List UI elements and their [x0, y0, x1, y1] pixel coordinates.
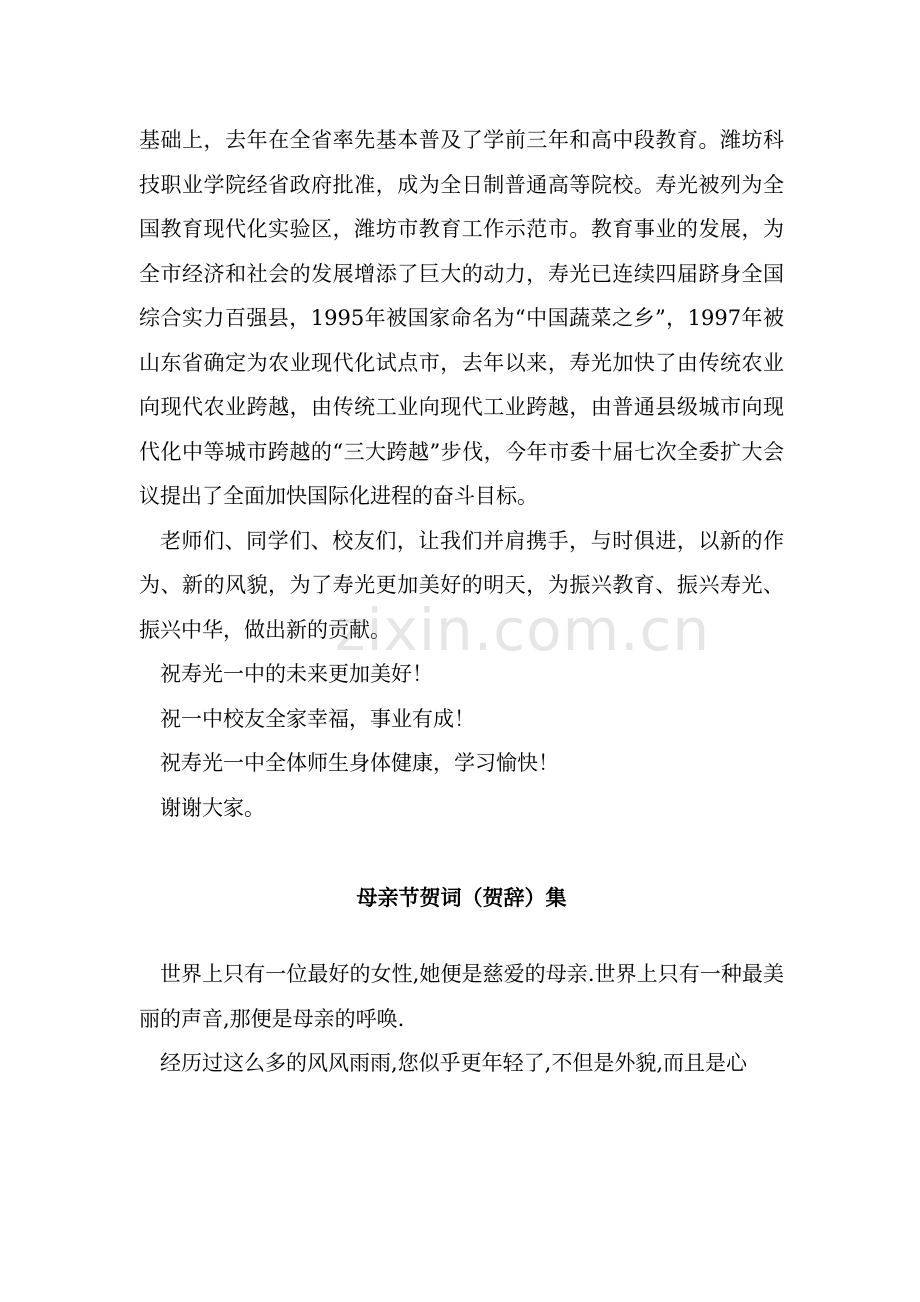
paragraph-thanks: 谢谢大家。 [160, 795, 265, 820]
document-body [139, 118, 784, 1086]
watermark-text: zixin.com.cn [335, 596, 711, 664]
paragraph-wish-alumni: 祝一中校友全家幸福，事业有成！ [160, 706, 475, 731]
paragraph-education-development: 基础上，去年在全省率先基本普及了学前三年和高中段教育。潍坊科技职业学院经省政府批准，成为全日制普通高等院校。寿光被列为全国教育现代化实验区，潍坊市教育工作示范市。教育事业的发展，为全市经济和社会的发展增添了巨大的动力，寿光已连续四届跻身全国综合实力百强县，1995年被国家命名为“中国蔬菜之乡”，1997年被山东省确定为农业现代化试点市，去年以来，寿光加快了由传统农业向现代农业跨越，由传统工业向现代工业跨越，由普通县级城市向现代化中等城市跨越的“三大跨越”步伐，今年市委十届七次全委扩大会议提出了全面加快国际化进程的奋斗目标。 [139, 128, 784, 508]
paragraph-wish-school-future: 祝寿光一中的未来更加美好！ [160, 662, 433, 686]
paragraph-wish-teachers-students: 祝寿光一中全体师生身体健康，学习愉快！ [160, 751, 559, 775]
paragraph-mother-years: 经历过这么多的风风雨雨,您似乎更年轻了,不但是外貌,而且是心 [160, 1051, 748, 1075]
section-title: 母亲节贺词（贺辞）集 [356, 885, 567, 910]
paragraph-mother-best-woman: 世界上只有一位最好的女性,她便是慈爱的母亲.世界上只有一种最美丽的声音,那便是母亲的呼唤. [139, 962, 784, 1031]
paragraph-call-to-action: 老师们、同学们、校友们，让我们并肩携手，与时俱进，以新的作为、新的风貌，为了寿光更加美好的明天，为振兴教育、振兴寿光、振兴中华，做出新的贡献。 [139, 528, 784, 642]
